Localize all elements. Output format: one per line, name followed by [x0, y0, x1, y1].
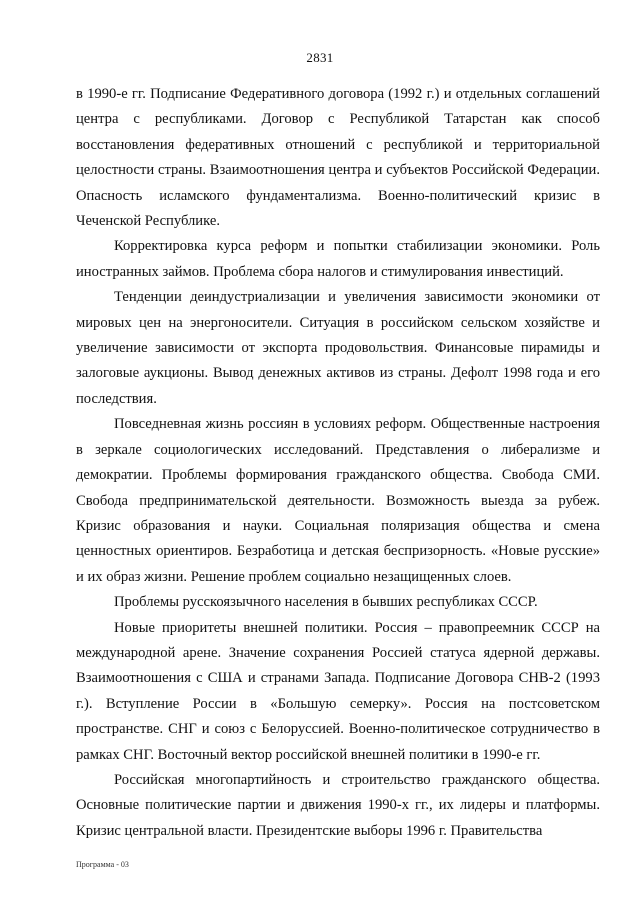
page-number: 2831: [306, 50, 334, 65]
paragraph-deindustrialization: Тенденции деиндустриализации и увеличения зависимости экономики от мировых цен на энергоносители. Ситуация в российском сельском хозяйстве и увеличение зависимости от экспорта продовольствия. Финансовые пирамиды и залоговые аукционы. Вывод денежных активов из страны. Дефолт 1998 года и его последствия.: [76, 289, 600, 407]
body-text: [76, 82, 600, 844]
paragraph-russian-speaking-population: Проблемы русскоязычного населения в бывших республиках СССР.: [114, 594, 538, 611]
paragraph-multiparty-system: Российская многопартийность и строительство гражданского общества. Основные политические партии и движения 1990-х гг., их лидеры и платформы. Кризис центральной власти. Президентские выборы 1996 г. Правительства: [76, 771, 600, 839]
paragraph-foreign-policy: Новые приоритеты внешней политики. Россия – правопреемник СССР на международной арене. Значение сохранения Россией статуса ядерной державы. Взаимоотношения с США и странами Запада. Подписание Договора СНВ-2 (1993 г.). Вступление России в «Большую семерку». Россия на постсоветском пространстве. СНГ и союз с Белоруссией. Военно-политическое сотрудничество в рамках СНГ. Восточный вектор российской внешней политики в 1990-е гг.: [76, 619, 600, 763]
paragraph-everyday-life: Повседневная жизнь россиян в условиях реформ. Общественные настроения в зеркале социологических исследований. Представления о либерализме и демократии. Проблемы формирования гражданского общества. Свобода СМИ. Свобода предпринимательской деятельности. Возможность выезда за рубеж. Кризис образования и науки. Социальная поляризация общества и смена ценностных ориентиров. Безработица и детская беспризорность. «Новые русские» и их образ жизни. Решение проблем социально незащищенных слоев.: [76, 416, 600, 585]
paragraph-reform-correction: Корректировка курса реформ и попытки стабилизации экономики. Роль иностранных займов. Проблема сбора налогов и стимулирования инвестиций.: [76, 238, 600, 280]
page-footer: Программа - 03: [76, 860, 129, 869]
paragraph-federation-relations: в 1990-е гг. Подписание Федеративного договора (1992 г.) и отдельных соглашений центра с республиками. Договор с Республикой Татарстан как способ восстановления федеративных отношений с республикой и территориальной целостности страны. Взаимоотношения центра и субъектов Российской Федерации. Опасность исламского фундаментализма. Военно-политический кризис в Чеченской Республике.: [76, 86, 600, 230]
